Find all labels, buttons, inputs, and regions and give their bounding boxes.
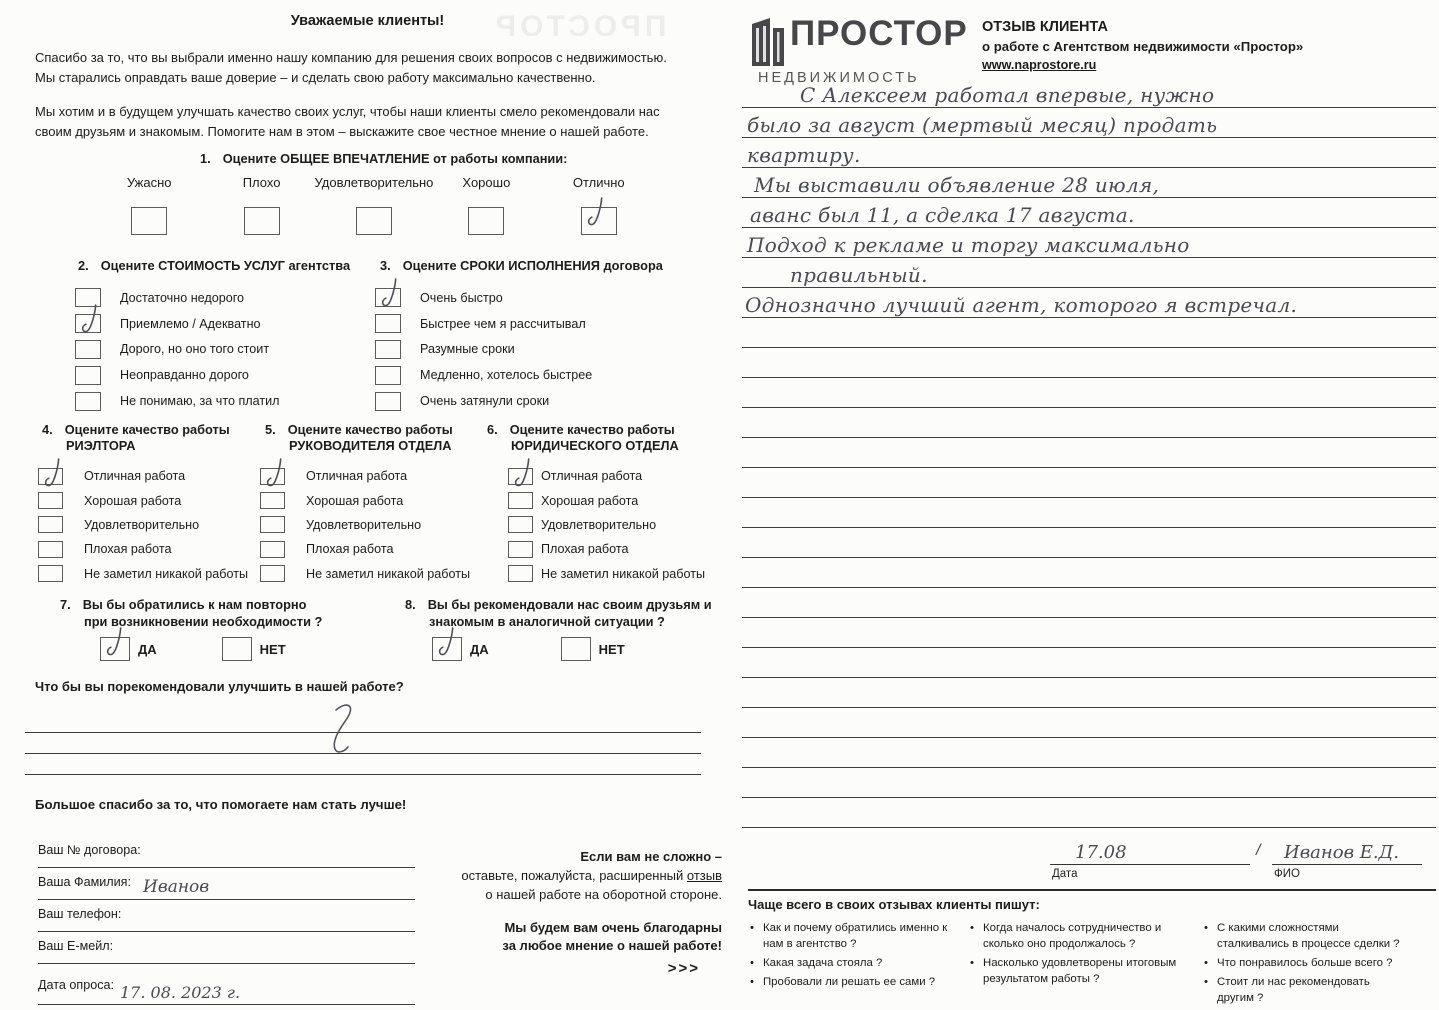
handwriting: правильный. [790,263,928,287]
option-label: Отличная работа [541,469,643,484]
spacer [428,905,722,919]
fio-handwriting: Иванов Е.Д. [1284,842,1400,863]
question-label: знакомым в аналогичной ситуации ? [429,613,665,629]
question-label: ЮРИДИЧЕСКОГО ОТДЕЛА [511,437,679,453]
option-label: Очень затянули сроки [420,394,550,409]
option-label: Хорошо [462,175,511,190]
checkbox[interactable] [75,314,101,333]
option-label: Ужасно [126,175,172,190]
handwritten-tick-icon [77,301,105,339]
field-label: Ваш № договора: [38,843,141,857]
review-subtitle: о работе с Агентством недвижимости «Простор» [982,39,1304,54]
option-row [508,513,705,537]
note-line: о нашей работе на оборотной стороне. [485,886,722,902]
question-label: РИЭЛТОРА [66,437,136,453]
field-label: Ваш Е-мейл: [38,939,114,953]
option-row [375,311,663,337]
option-row [75,388,350,414]
option-row [508,537,705,561]
field-label: Дата опроса: [38,978,115,992]
checkbox[interactable] [38,516,63,533]
checkbox[interactable] [260,541,285,558]
option-label: Разумные сроки [420,342,515,357]
handwritten-tick-icon [40,455,68,493]
checkbox[interactable] [468,207,504,235]
question-4-heading [42,422,248,454]
scale-option [93,175,205,235]
hints-column [1202,921,1402,1010]
checkbox[interactable] [356,207,392,235]
question-label: Оцените качество работы [287,422,453,437]
field-value: 17. 08. 2023 г. [120,983,241,1002]
question-3-heading [380,258,663,273]
option-label: Удовлетворительно [541,517,657,532]
ruled-line[interactable] [742,288,1436,318]
checkbox[interactable] [38,541,63,558]
option-row [38,488,248,512]
question-label: Оцените качество работы [64,422,230,437]
option-label: Хорошая работа [541,493,639,508]
option-label: Не заметил никакой работы [306,566,471,581]
question-number: 2. [78,258,89,273]
hints-footer [748,897,1436,1010]
field-value: Иванов [143,877,210,897]
question-5-heading [265,422,470,454]
field-email[interactable] [38,932,415,964]
checkbox-yes[interactable] [100,637,130,661]
ruled-line[interactable] [742,618,1436,648]
scale-option [205,175,317,235]
option-row [375,388,663,414]
question-3 [375,258,663,414]
write-line[interactable] [25,774,701,775]
option-row [75,285,350,311]
option-label: Не заметил никакой работы [541,566,706,581]
ruled-line[interactable] [742,198,1436,228]
checkbox[interactable] [581,207,617,235]
checkbox[interactable] [375,366,401,385]
hints-column [748,921,960,1010]
checkbox[interactable] [375,288,401,307]
question-6-heading [487,422,705,454]
handwritten-tick-icon [102,624,130,662]
option-row [38,562,248,586]
hints-column [968,921,1190,1010]
yes-no-row [432,637,712,661]
brand-text: ПРОСТОР [790,14,968,53]
option-label: Удовлетворительно [84,517,200,532]
option-label: НЕТ [598,641,625,657]
question-number: 3. [380,258,391,273]
checkbox-no[interactable] [222,637,252,661]
option-label: НЕТ [259,641,286,657]
footer-divider [748,889,1436,891]
ruled-line[interactable] [742,528,1436,558]
handwriting: было за август (мертвый месяц) продать [747,113,1218,137]
field-contract-number[interactable] [38,836,415,868]
scale-option [543,175,655,235]
checkbox-no[interactable] [561,637,591,661]
handwritten-tick-icon [583,194,611,232]
option-label: Хорошая работа [306,493,404,508]
slash-separator: / [1256,842,1261,859]
option-row [508,464,705,488]
question-4 [38,422,248,586]
checkbox[interactable] [131,207,167,235]
handwritten-tick-icon [510,455,538,493]
write-line[interactable] [25,732,701,733]
question-2-heading [78,258,350,273]
ruled-line[interactable] [742,138,1436,168]
option-label: Хорошая работа [84,493,182,508]
question-number: 7. [60,597,71,612]
checkbox[interactable] [375,314,401,333]
option-label: Достаточно недорого [120,290,245,305]
option-row [75,337,350,363]
option-label: Дорого, но оно того стоит [120,342,270,357]
ruled-line[interactable] [742,498,1436,528]
brand-subtitle: НЕДВИЖИМОСТЬ [758,70,920,86]
checkbox[interactable] [75,392,101,411]
ruled-line[interactable] [742,438,1436,468]
hint-item: • Пробовали ли решать ее сами ? [748,975,960,991]
hint-item: • Когда началось сотрудничество и сколько оно продолжалось ? [968,921,1190,953]
arrows-glyph: >>> [667,960,700,978]
hint-item: • Как и почему обратились именно к нам в агентство ? [748,921,960,953]
field-label: Ваш телефон: [38,907,122,921]
field-label: Ваша Фамилия: [38,875,131,889]
question-number: 5. [265,422,276,437]
option-label: Плохо [242,175,281,190]
note-line: Мы будем вам очень благодарны [504,919,722,935]
handwritten-tick-icon [262,455,290,493]
option-row [38,537,248,561]
write-line[interactable] [25,753,701,754]
review-title: ОТЗЫВ КЛИЕНТА [982,19,1108,35]
option-label: Отлично [572,175,625,190]
contact-fields [38,836,415,1005]
handwritten-tick-icon [377,275,405,313]
date-field[interactable] [1050,838,1250,865]
ruled-line[interactable] [742,318,1436,348]
review-word: отзыв [686,867,722,883]
ruled-line[interactable] [742,258,1436,288]
question-7 [60,597,322,661]
checkbox[interactable] [260,565,285,582]
ruled-line[interactable] [742,378,1436,408]
option-label: Неоправданно дорого [120,368,249,383]
question-label: Оцените ОБЩЕЕ ВПЕЧАТЛЕНИЕ от работы компании: [222,151,568,166]
fio-field[interactable] [1272,838,1422,865]
ruled-line[interactable] [742,678,1436,708]
ruled-line[interactable] [742,738,1436,768]
handwriting: Подход к рекламе и торгу максимально [747,233,1190,257]
option-label: Удовлетворительно [314,175,434,190]
note-line: Если вам не сложно – [580,849,722,864]
option-label: Не заметил никакой работы [84,566,249,581]
checkbox[interactable] [38,468,63,485]
showthrough-ghost: ПРОСТОР [492,10,667,43]
ruled-line[interactable] [742,798,1436,828]
question-6 [487,422,706,586]
question-label: Оцените СТОИМОСТЬ УСЛУГ агентства [100,258,351,273]
handwriting: Мы выставили объявление 28 июля, [754,173,1160,197]
checkbox[interactable] [260,492,285,509]
checkbox[interactable] [75,366,101,385]
option-label: Плохая работа [541,542,629,557]
option-row [260,562,470,586]
option-row [508,562,705,586]
prostor-logo [748,16,968,86]
page-title: Уважаемые клиенты! [290,13,445,29]
option-row [375,362,663,388]
option-row [75,362,350,388]
hint-item: • Какая задача стояла ? [748,956,960,972]
ruled-line[interactable] [742,768,1436,798]
option-label: Приемлемо / Адекватно [120,316,261,331]
question-8 [405,597,712,661]
checkbox[interactable] [508,516,533,533]
option-label: ДА [470,641,489,657]
ruled-line[interactable] [742,348,1436,378]
handwriting: квартиру. [747,143,861,167]
thanks-text: Большое спасибо за то, что помогаете нам стать лучше! [35,797,407,812]
checkbox[interactable] [508,492,533,509]
option-label: Не понимаю, за что платил [120,394,280,409]
checkbox[interactable] [508,468,533,485]
ruled-line[interactable] [742,228,1436,258]
option-label: Быстрее чем я рассчитывал [420,316,586,331]
checkbox[interactable] [375,340,401,359]
hint-item: • Насколько удовлетворены итоговым результатом работы ? [968,956,1190,988]
date-label: Дата [1052,868,1078,880]
question-label: Оцените качество работы [509,422,675,437]
hint-item: • С какими сложностями сталкивались в процессе сделки ? [1202,921,1402,953]
option-row [75,311,350,337]
option-row [260,464,470,488]
checkbox[interactable] [375,392,401,411]
checkbox[interactable] [244,207,280,235]
intro-paragraph: Мы хотим и в будущем улучшать качество своих услуг, чтобы наши клиенты смело рекомендовали нас своим друзьям и знакомым. Помогите нам в этом – выскажите свое честное мнение о нашей работе. [35,104,660,139]
ruled-line[interactable] [742,648,1436,678]
question-1-heading [200,151,567,166]
option-row [260,513,470,537]
website-url[interactable]: www.naprostore.ru [982,58,1097,72]
checkbox[interactable] [260,516,285,533]
reverse-side-note [428,848,722,980]
handwriting: С Алексеем работал впервые, нужно [800,83,1215,107]
checkbox[interactable] [508,541,533,558]
option-label: Отличная работа [84,469,186,484]
question-label: Оцените СРОКИ ИСПОЛНЕНИЯ договора [402,258,663,273]
option-row [260,537,470,561]
ruled-line[interactable] [742,588,1436,618]
option-label: Очень быстро [420,290,503,305]
question-number: 4. [42,422,53,437]
ruled-line[interactable] [742,558,1436,588]
question-label: Вы бы рекомендовали нас своим друзьям и [427,597,712,612]
ruled-line[interactable] [742,708,1436,738]
checkbox-yes[interactable] [432,637,462,661]
checkbox[interactable] [38,492,63,509]
option-row [375,337,663,363]
field-phone[interactable] [38,900,415,932]
date-handwriting: 17.08 [1075,842,1127,863]
checkbox[interactable] [38,565,63,582]
note-line: оставьте, пожалуйста, расширенный отзыв [461,867,722,883]
option-label: Медленно, хотелось быстрее [420,368,593,383]
checkbox[interactable] [508,565,533,582]
note-line: за любое мнение о нашей работе! [502,938,722,954]
checkbox[interactable] [75,340,101,359]
handwriting: Однозначно лучший агент, которого я встречал. [745,293,1298,317]
question-label: при возникновении необходимости ? [84,613,323,629]
hint-item: • Стоит ли нас рекомендовать другим ? [1202,975,1402,1007]
option-label: Отличная работа [306,469,408,484]
question-2 [75,258,350,414]
question-7-heading [60,597,322,630]
option-label: Плохая работа [306,542,394,557]
option-label: Плохая работа [84,542,172,557]
ruled-line[interactable] [742,408,1436,438]
yes-no-row [100,637,322,661]
question-number: 1. [200,151,211,166]
review-writing-area [742,78,1436,828]
handwritten-squiggle [322,702,362,760]
hints-title: Чаще всего в своих отзывах клиенты пишут: [748,897,1040,912]
review-page [735,0,1439,1004]
question-number: 6. [487,422,498,437]
fio-label: ФИО [1274,868,1300,880]
hint-item: • Что понравилось больше всего ? [1202,956,1402,972]
checkbox[interactable] [260,468,285,485]
option-row [260,488,470,512]
intro-paragraph: Спасибо за то, что вы выбрали именно нашу компанию для решения своих вопросов с недвижимостью. Мы старались оправдать ваше доверие – и сделать свою работу максимально качественно. [35,50,667,85]
scale-option [314,175,434,235]
question-label: Вы бы обратились к нам повторно [82,597,307,612]
option-row [38,464,248,488]
handwriting: аванс был 11, а сделка 17 августа. [750,203,1135,227]
option-label: ДА [138,641,157,657]
field-surname[interactable] [38,868,415,900]
ruled-line[interactable] [742,468,1436,498]
q1-rating-scale [93,175,655,235]
ruled-line[interactable] [742,78,1436,108]
building-icon [748,16,788,68]
question-label: РУКОВОДИТЕЛЯ ОТДЕЛА [289,437,452,453]
review-header [982,19,1303,72]
option-row [38,513,248,537]
option-row [375,285,663,311]
handwritten-tick-icon [434,624,462,662]
improve-question-label: Что бы вы порекомендовали улучшить в нашей работе? [35,679,404,694]
question-number: 8. [405,597,416,612]
ruled-line[interactable] [742,168,1436,198]
ruled-line[interactable] [742,108,1436,138]
question-5 [260,422,470,586]
scale-option [430,175,542,235]
option-label: Удовлетворительно [306,517,422,532]
